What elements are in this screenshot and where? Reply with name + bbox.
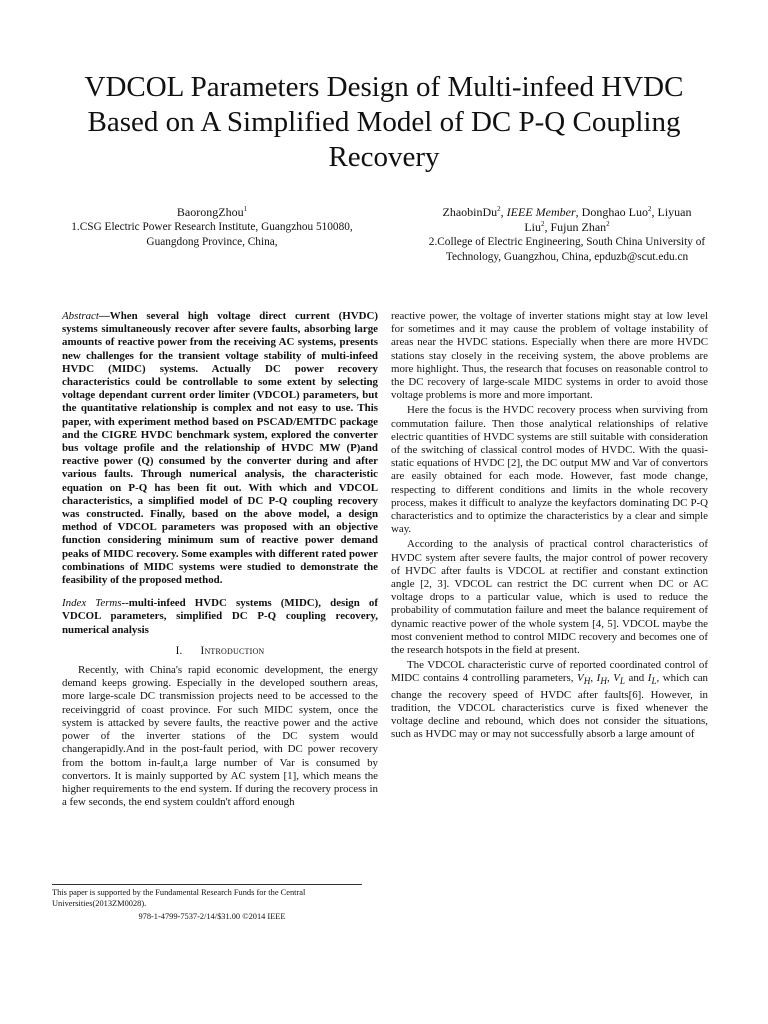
symbol-vl: $V_L$ — [613, 672, 626, 687]
author-name-1: BaorongZhou$^1$ — [176, 205, 248, 219]
paper-title — [40, 70, 728, 175]
funding-note: This paper is supported by the Fundamental Research Funds for the Central Universities(2013ZM0028). — [52, 888, 306, 908]
symbol-ih: $I_H$ — [596, 672, 607, 687]
section-heading — [62, 645, 378, 658]
footnote-rule — [52, 884, 362, 885]
index-terms-label: Index Terms — [62, 597, 122, 610]
left-column — [62, 310, 378, 809]
author-block-2 — [396, 205, 738, 265]
body-paragraph-2: Here the focus is the HVDC recovery process when surviving from commutation failure. Then those analytical relationships of relative electric quantities of HVDC systems are still suitable with consideration of the switching of classical control modes of HVDC. With the quasi-static equations of HVDC [2], the DC output MW and Var of convertors are easily obtained for each mode. However, fast mode change, respecting to different conditions and limits in the whole recovery process, makes it difficult to analyze the keyfactors dominating DC P-Q characteristics and to optimize the characteristics by a clear and simple way. — [391, 404, 708, 536]
affiliation-1-line-1: 1.CSG Electric Power Research Institute, Guangzhou 510080, — [71, 221, 353, 233]
body-paragraph-1: reactive power, the voltage of inverter stations might stay at low level for sometimes and it may cause the problem of voltage instability of areas near the HVDC stations. Especially when there are more HVDC stations stay closely in the receiving system, the above problems are more highlight. Thus, the research that focuses on reasonable control to the DC recovery of large-scale MIDC systems in order to avoid those voltage problems is more and more important. — [391, 310, 708, 402]
isbn-copyright: 978-1-4799-7537-2/14/$31.00 ©2014 IEEE — [138, 912, 286, 921]
section-number: I. — [175, 644, 183, 657]
symbol-il: $I_L$ — [647, 672, 657, 687]
ieee-member-label: IEEE Member — [506, 205, 576, 219]
index-terms-text: --multi-infeed HVDC systems (MIDC), design of VDCOL parameters, simplified DC P-Q coupling recovery, numerical analysis — [62, 597, 378, 636]
author-names-2-line-2: Liu$^2$, Fujun Zhan$^2$ — [524, 220, 610, 234]
abstract — [62, 310, 378, 587]
abstract-text: —When several high voltage direct current (HVDC) systems simultaneously recover after severe faults, absorbing large amounts of reactive power from the receiving AC systems, presents new challenges for the transient voltage stability of multi-infeed HVDC (MIDC) systems. Actually DC power recovery characteristics could be controllable to some extent by selecting voltage dependant current order limiter (VDCOL) parameters, but the quantitative relationship is complex and not easy to use. This paper, with experiment method based on PSCAD/EMTDC package and the CIGRE HVDC benchmark system, explored the converter bus voltage profile and the relationship of HVDC MW (P)and reactive power (Q) consumed by the converter during and after various faults. Through numerical analysis, the characteristic equation on P-Q has been fit out. With which and VDCOL characteristics, a simplified model of DC P-Q coupling recovery was constructed. Finally, based on the above model, a design method of VDCOL parameters was proposed with an objective function considering minimum sum of reactive power demand peaks of MIDC recovery. Some examples with different rated power combinations of MIDC systems were studied to demonstrate the feasibility of the proposed method. — [62, 310, 378, 587]
affiliation-1-line-2: Guangdong Province, China, — [146, 236, 278, 248]
section-title: Introduction — [200, 644, 265, 657]
title-line-1: VDCOL Parameters Design of Multi-infeed HVDC — [84, 71, 684, 103]
title-line-3: Recovery — [328, 141, 440, 173]
author-block-1 — [20, 205, 404, 250]
right-column — [391, 310, 708, 742]
affiliation-2-line-2: Technology, Guangzhou, China, epduzb@scut.edu.cn — [445, 251, 689, 263]
body-paragraph-3: According to the analysis of practical control characteristics of HVDC system after severe faults, the major control of power recovery of HVDC after faults is VDCOL at rectifier and constant extinction angle [2, 3]. VDCOL can restrict the DC current when DC or AC voltage drops to a particular value, which is used to reduce the probability of commutation failure and meet the balance requirement of dynamic reactive power of the whole system [4, 5]. VDCOL maybe the most convenient method to control MIDC recovery and becomes one of the research hotspots in the field at present. — [391, 538, 708, 657]
author-names-2-line-1: ZhaobinDu$^2$, IEEE Member, Donghao Luo$^2$, Liyuan — [442, 205, 692, 219]
footnote — [52, 884, 372, 923]
title-line-2: Based on A Simplified Model of DC P-Q Coupling — [87, 106, 681, 138]
abstract-label: Abstract — [62, 310, 99, 322]
affiliation-2-line-1: 2.College of Electric Engineering, South China University of — [428, 236, 706, 248]
index-terms — [62, 597, 378, 637]
intro-paragraph-1: Recently, with China's rapid economic development, the energy demand keeps growing. Especially in the developed southern areas, more large-scale DC transmission projects need to be accessed to the receivinggrid of coast province. For such MIDC system, once the system is attacked by severe faults, the reactive power and the active power of the inverter stations of the DC system would changerapidly.And in the post-fault period, with DC power recovery from the bottom in-fault,a large number of Var is consumed by convertors. It is mainly supported by AC system [1], which means the higher requirements to the end system. If during the recovery process in a few seconds, the end system couldn't afford enough — [62, 664, 378, 809]
symbol-vh: $V_H$ — [577, 672, 591, 687]
body-paragraph-4: The VDCOL characteristic curve of reported coordinated control of MIDC contains 4 controlling parameters, $V_H$, $I_H$, $V_L$ and $I_L$, which can change the recovery speed of HVDC after faults[6]. However, in tradition, the VDCOL characteristics curve is fixed whenever the voltage decline and rebound, which does not consider the situations, such as HVDC may or may not successfully absorb a large amount of — [391, 659, 709, 741]
